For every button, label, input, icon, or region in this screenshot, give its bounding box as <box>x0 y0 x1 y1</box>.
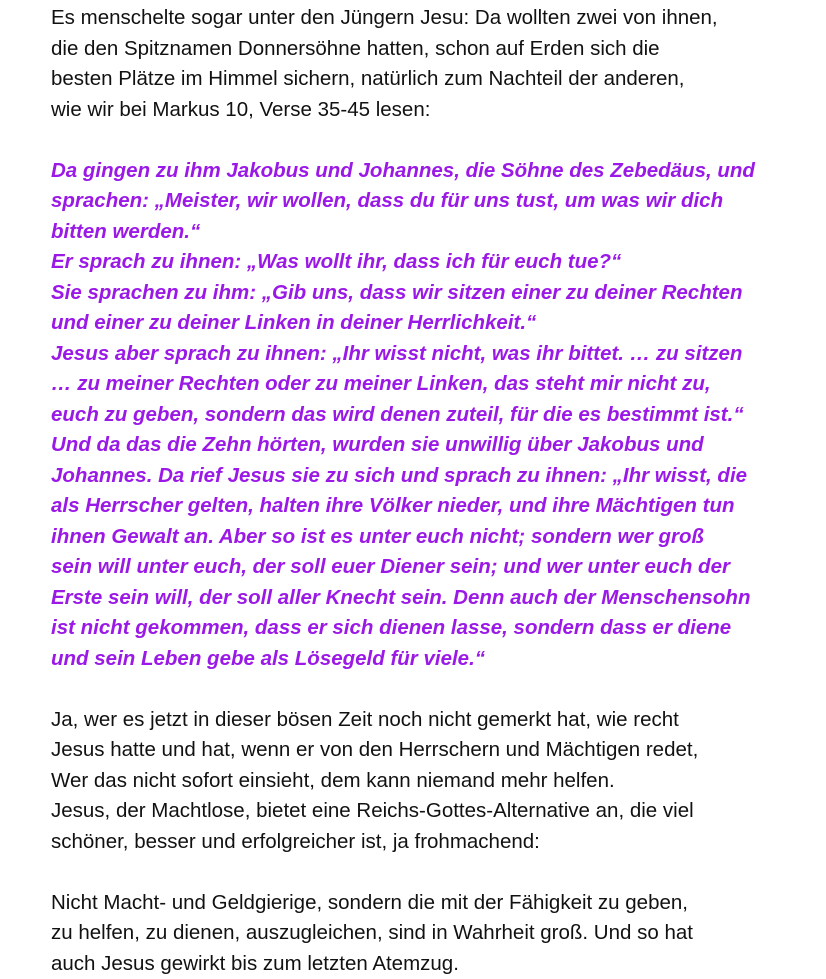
paragraph-gap <box>51 857 806 888</box>
conclusion-paragraph: Nicht Macht- und Geldgierige, sondern die mit der Fähigkeit zu geben, zu helfen, zu dienen, auszugleichen, sind in Wahrheit groß. Und so hat auch Jesus gewirkt bis zum letzten Atemzug. <box>51 888 806 979</box>
bible-quote-markus-10: Da gingen zu ihm Jakobus und Johannes, die Söhne des Zebedäus, und sprachen: „Meister, wir wollen, dass du für uns tust, um was wir dich bitten werden.“ Er sprach zu ihnen: „Was wollt ihr, dass ich für euch tue?“ Sie sprachen zu ihm: „Gib uns, dass wir sitzen einer zu deiner Rechten und einer zu deiner Linken in deiner Herrlichkeit.“ Jesus aber sprach zu ihnen: „Ihr wisst nicht, was ihr bittet. … zu sitzen … zu meiner Rechten oder zu meiner Linken, das steht mir nicht zu, euch zu geben, sondern das wird denen zuteil, für die es bestimmt ist.“ Und da das die Zehn hörten, wurden sie unwillig über Jakobus und Johannes. Da rief Jesus sie zu sich und sprach zu ihnen: „Ihr wisst, die als Herrscher gelten, halten ihre Völker nieder, und ihre Mächtigen tun ihnen Gewalt an. Aber so ist es unter euch nicht; sondern wer groß sein will unter euch, der soll euer Diener sein; und wer unter euch der Erste sein will, der soll aller Knecht sein. Denn auch der Menschensohn ist nicht gekommen, dass er sich dienen lasse, sondern dass er diene und sein Leben gebe als Lösegeld für viele.“ <box>51 156 806 675</box>
reflection-paragraph: Ja, wer es jetzt in dieser bösen Zeit noch nicht gemerkt hat, wie recht Jesus hatte und hat, wenn er von den Herrschern und Mächtigen redet, Wer das nicht sofort einsieht, dem kann niemand mehr helfen. Jesus, der Machtlose, bietet eine Reichs-Gottes-Alternative an, die viel schöner, besser und erfolgreicher ist, ja frohmachend: <box>51 705 806 858</box>
paragraph-gap <box>51 125 806 156</box>
paragraph-gap <box>51 674 806 705</box>
intro-paragraph: Es menschelte sogar unter den Jüngern Jesu: Da wollten zwei von ihnen, die den Spitznamen Donnersöhne hatten, schon auf Erden sich die besten Plätze im Himmel sichern, natürlich zum Nachteil der anderen, wie wir bei Markus 10, Verse 35-45 lesen: <box>51 3 806 125</box>
